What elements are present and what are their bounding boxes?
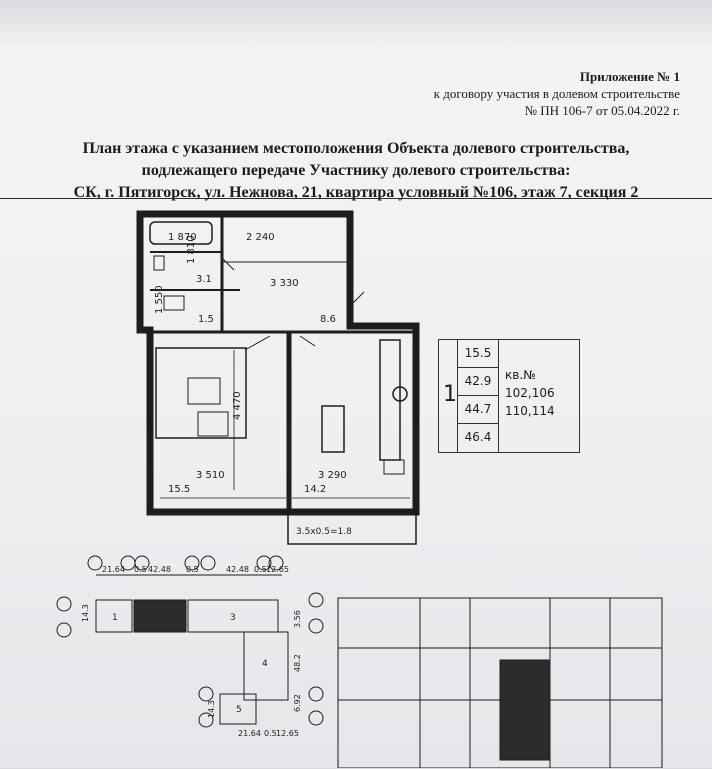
heading-line-1: План этажа с указанием местоположения Объекта долевого строительства, [82,140,630,157]
section-2 [134,600,186,632]
apartment-nums-2: 110,114 [505,404,555,418]
section-label: 3 [230,613,236,623]
axis-dim: 0.5 [134,565,147,574]
dim-hall-top: 2 240 [246,232,275,243]
area-value: 44.7 [458,396,498,424]
dim-living-h: 4 470 [232,391,243,420]
dim-living-w: 3 510 [196,470,225,481]
area-value: 42.9 [458,368,498,396]
dim-bath-w: 1 870 [168,232,197,243]
area-value: 15.5 [458,340,498,368]
axis-dim: 42.48 [148,565,171,574]
axis-v: 14.3 [207,700,216,718]
axis-dim: 21.64 [102,565,125,574]
stair-core [500,660,550,760]
dim-wc-h: 1 550 [154,285,165,314]
axis-dim: 12.65 [276,729,299,738]
axis-dim: 0.5 [186,565,199,574]
apartment-label: кв.№ [505,368,536,382]
apartment-nums-1: 102,106 [505,386,555,400]
axis-v: 48.2 [293,654,302,672]
room-bath-area: 1.5 [198,314,214,325]
axis-dim: 0.5 [254,565,267,574]
heading-line-3: СК, г. Пятигорск, ул. Нежнова, 21, квартира условный №106, этаж 7, секция 2 [73,184,639,201]
appendix-contract: к договору участия в долевом строительстве [433,86,680,101]
room-kitchen-area: 14.2 [304,484,327,495]
section-label: 4 [262,659,268,669]
dim-kitchen-w: 3 290 [318,470,347,481]
area-index: 1 [443,382,457,407]
section-label: 1 [112,613,118,623]
room-wc-area: 3.1 [196,274,212,285]
area-value: 46.4 [464,430,492,444]
room-balcony-area: 3.5x0.5=1.8 [296,527,352,537]
room-living-area: 15.5 [168,484,191,495]
room-hall-area: 8.6 [320,314,336,325]
axis-left: 14.3 [81,604,90,622]
heading-line-2: подлежащего передаче Участнику долевого строительства: [141,162,571,179]
section-label: 5 [236,705,242,715]
dim-hall-w: 3 330 [270,278,299,289]
axis-v: 6.92 [293,694,302,712]
axis-dim: 42.48 [226,565,249,574]
appendix-title: Приложение № 1 [579,69,680,84]
axis-dim: 21.64 [238,729,261,738]
axis-dim: 12.65 [266,565,289,574]
axis-v: 3.56 [293,610,302,628]
appendix-number: № ПН 106-7 от 05.04.2022 г. [524,103,680,118]
axis-dim: 0.5 [264,729,277,738]
dim-bath-h: 1 810 [186,235,197,264]
